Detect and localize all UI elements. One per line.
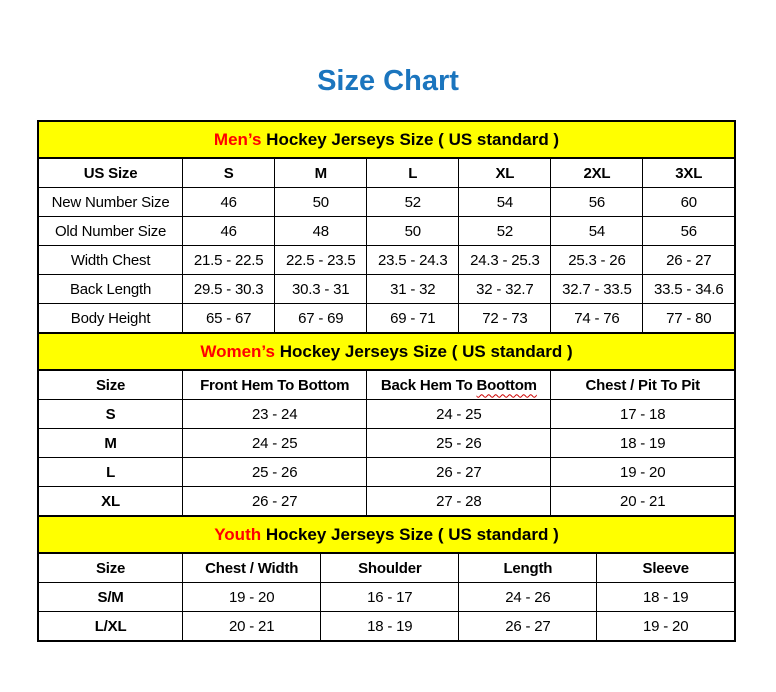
row-label: Body Height — [38, 304, 183, 334]
section-band-highlight: Women’s — [200, 341, 275, 361]
size-cell: 20 - 21 — [551, 487, 735, 517]
mens-header-row — [38, 158, 735, 188]
section-band-text: Hockey Jerseys Size ( US standard ) — [261, 524, 559, 544]
size-cell: 22.5 - 23.5 — [275, 246, 367, 275]
womens-header-row — [38, 370, 735, 400]
row-label: S — [38, 400, 183, 429]
table-row — [38, 188, 735, 217]
row-label: S/M — [38, 583, 183, 612]
size-cell: 23 - 24 — [183, 400, 367, 429]
size-cell: 18 - 19 — [597, 583, 735, 612]
size-cell: 29.5 - 30.3 — [183, 275, 275, 304]
size-cell: 60 — [643, 188, 735, 217]
size-cell: 18 - 19 — [321, 612, 459, 642]
mens-section-band — [38, 121, 735, 158]
table-row — [38, 246, 735, 275]
column-header: Chest / Width — [183, 553, 321, 583]
row-label: XL — [38, 487, 183, 517]
section-band-label — [38, 121, 735, 158]
size-cell: 52 — [367, 188, 459, 217]
column-header: 3XL — [643, 158, 735, 188]
section-band-text: Hockey Jerseys Size ( US standard ) — [274, 341, 573, 361]
size-cell: 54 — [551, 217, 643, 246]
column-header: L — [367, 158, 459, 188]
womens-size-table — [37, 332, 736, 517]
column-header: XL — [459, 158, 551, 188]
size-cell: 77 - 80 — [643, 304, 735, 334]
size-cell: 50 — [275, 188, 367, 217]
table-row — [38, 400, 735, 429]
section-band-label — [38, 516, 735, 553]
section-band-text: Hockey Jerseys Size ( US standard ) — [261, 129, 560, 149]
size-cell: 25 - 26 — [183, 458, 367, 487]
row-label: M — [38, 429, 183, 458]
womens-section-band — [38, 333, 735, 370]
size-cell: 19 - 20 — [597, 612, 735, 642]
size-cell: 31 - 32 — [367, 275, 459, 304]
table-row — [38, 217, 735, 246]
size-cell: 46 — [183, 217, 275, 246]
row-label: Back Length — [38, 275, 183, 304]
row-label: Width Chest — [38, 246, 183, 275]
size-cell: 26 - 27 — [459, 612, 597, 642]
size-cell: 67 - 69 — [275, 304, 367, 334]
size-cell: 25 - 26 — [367, 429, 551, 458]
size-cell: 48 — [275, 217, 367, 246]
column-header — [367, 370, 551, 400]
size-cell: 20 - 21 — [183, 612, 321, 642]
size-cell: 18 - 19 — [551, 429, 735, 458]
table-row — [38, 458, 735, 487]
size-cell: 33.5 - 34.6 — [643, 275, 735, 304]
size-cell: 19 - 20 — [183, 583, 321, 612]
size-cell: 32.7 - 33.5 — [551, 275, 643, 304]
size-cell: 24.3 - 25.3 — [459, 246, 551, 275]
table-row — [38, 487, 735, 517]
size-cell: 16 - 17 — [321, 583, 459, 612]
column-header: Size — [38, 370, 183, 400]
size-cell: 72 - 73 — [459, 304, 551, 334]
size-cell: 26 - 27 — [367, 458, 551, 487]
column-header: 2XL — [551, 158, 643, 188]
size-cell: 25.3 - 26 — [551, 246, 643, 275]
size-cell: 56 — [643, 217, 735, 246]
column-header: M — [275, 158, 367, 188]
size-cell: 65 - 67 — [183, 304, 275, 334]
column-header: Size — [38, 553, 183, 583]
table-row — [38, 275, 735, 304]
size-cell: 24 - 25 — [367, 400, 551, 429]
size-cell: 56 — [551, 188, 643, 217]
size-cell: 24 - 26 — [459, 583, 597, 612]
youth-size-table — [37, 515, 736, 642]
size-cell: 19 - 20 — [551, 458, 735, 487]
misspelled-word: Boottom — [476, 376, 537, 394]
size-cell: 27 - 28 — [367, 487, 551, 517]
row-label: New Number Size — [38, 188, 183, 217]
mens-size-table — [37, 120, 736, 334]
size-cell: 30.3 - 31 — [275, 275, 367, 304]
column-header: US Size — [38, 158, 183, 188]
table-row — [38, 429, 735, 458]
size-cell: 74 - 76 — [551, 304, 643, 334]
column-header: Chest / Pit To Pit — [551, 370, 735, 400]
section-band-highlight: Youth — [214, 524, 262, 544]
size-cell: 46 — [183, 188, 275, 217]
column-header-text: Back Hem To — [380, 376, 477, 394]
size-cell: 23.5 - 24.3 — [367, 246, 459, 275]
column-header: Sleeve — [597, 553, 735, 583]
size-cell: 21.5 - 22.5 — [183, 246, 275, 275]
table-row — [38, 612, 735, 642]
size-cell: 52 — [459, 217, 551, 246]
youth-header-row — [38, 553, 735, 583]
row-label: L/XL — [38, 612, 183, 642]
row-label: Old Number Size — [38, 217, 183, 246]
page-title: Size Chart — [317, 65, 459, 97]
table-row — [38, 583, 735, 612]
size-cell: 32 - 32.7 — [459, 275, 551, 304]
size-cell: 26 - 27 — [183, 487, 367, 517]
size-cell: 24 - 25 — [183, 429, 367, 458]
table-row — [38, 304, 735, 334]
size-cell: 26 - 27 — [643, 246, 735, 275]
section-band-highlight: Men’s — [213, 129, 262, 149]
column-header: S — [183, 158, 275, 188]
column-header: Length — [459, 553, 597, 583]
size-cell: 69 - 71 — [367, 304, 459, 334]
size-tables-container — [37, 120, 736, 642]
size-cell: 17 - 18 — [551, 400, 735, 429]
row-label: L — [38, 458, 183, 487]
size-cell: 50 — [367, 217, 459, 246]
size-cell: 54 — [459, 188, 551, 217]
youth-section-band — [38, 516, 735, 553]
column-header: Front Hem To Bottom — [183, 370, 367, 400]
section-band-label — [38, 333, 735, 370]
column-header: Shoulder — [321, 553, 459, 583]
